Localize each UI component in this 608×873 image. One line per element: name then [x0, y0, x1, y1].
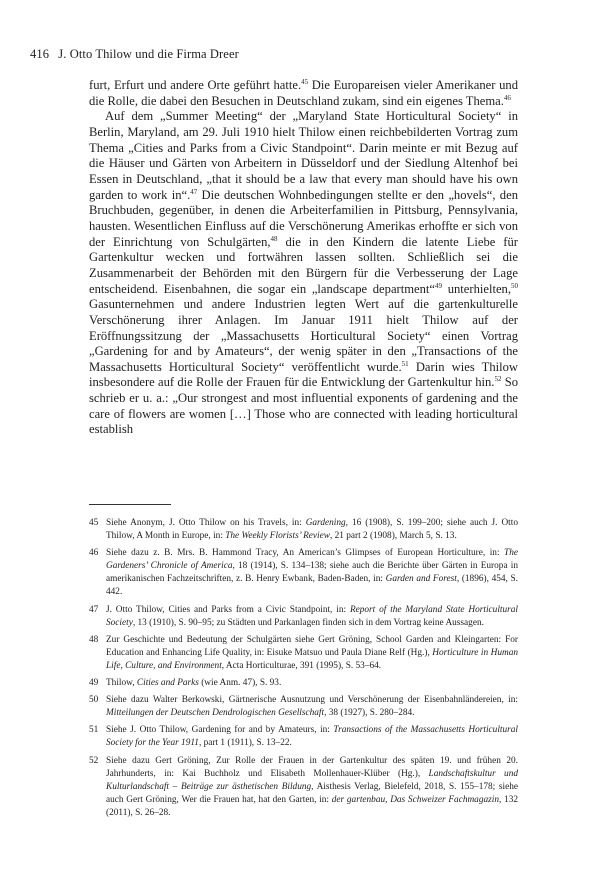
footnote-ref: 51 [401, 359, 409, 368]
footnotes [89, 517, 518, 824]
italic-title: Cities and Parks [136, 678, 199, 689]
paragraph: furt, Erfurt und andere Orte geführt hatte.$^{45}$ Die Europareisen vieler Amerikaner und die Rolle, die dabei den Besuchen in Deutschland zukam, sind ein eigenes Thema.$^{46}$ [89, 77, 518, 108]
page-number: 416 [30, 47, 50, 61]
footnote: 48 Zur Geschichte und Bedeutung der Schulgärten siehe Gert Gröning, School Garden and Kleingarten: For Education and Enhancing Life Quality, in: Eisuke Matsuo und Paula Diane Relf (Hg.), Horticulture in Human Life, Culture, and Environment, Acta Horticulturae, 391 (1995), S. 53–64. [89, 634, 518, 671]
footnote-number: 51 [89, 725, 99, 736]
running-header [30, 47, 239, 62]
footnote: 51 Siehe J. Otto Thilow, Gardening for and by Amateurs, in: Transactions of the Massachusetts Horticultural Society for the Year 1911, part 1 (1911), S. 13–22. [89, 725, 518, 749]
italic-title: der gartenbau, Das Schweizer Fachmagazin [331, 794, 499, 805]
italic-title: Horticulture in Human Life, Culture, and Environment [106, 647, 518, 671]
footnote: 46 Siehe dazu z. B. Mrs. B. Hammond Tracy, An American’s Glimpses of European Horticulture, in: The Gardeners’ Chronicle of America, 18 (1914), S. 134–138; siehe auch die Berichte über Gärten in Europa in amerikanischen Fachzeitschriften, z. B. Henry Ewbank, Baden-Baden, in: Garden and Forest, (1896), 454, S. 442. [89, 548, 519, 598]
paragraph: Auf dem „Summer Meeting“ der „Maryland State Horticultural Society“ in Berlin, Maryland, am 29. Juli 1910 hielt Thilow einen reichbebilderten Vortrag zum Thema „Cities and Parks from a Civic Standpoint“. Darin meinte er mit Bezug auf die Häuser und Gärten von Arbeitern in Düsseldorf und der Siedlung Altenhof bei Essen in Deutschland, „that it should be a law that every man should have his own garden to work in“.$^{47}$ Die deutschen Wohnbedingungen stellte er den „hovels“, den Bruchbuden, gegenüber, in denen die Arbeiterfamilien in Pittsburg, Pennsylvania, hausten. Wesentlichen Einfluss auf die Verschönerung Amerikas erhoffte er sich von der Einrichtung von Schulgärten,$^{48}$ die in den Kindern die latente Liebe für Gartenkultur wecken und fortwähren lassen sollten. Schließlich sei die Zusammenarbeit der Behörden mit den Bürgern für die Verbesserung der Lage entscheidend. Eisenbahnen, die sogar ein „landscape department“$^{49}$ unterhielten,$^{50}$ Gasunternehmen und andere Industrien legten Wert auf die gartenkulturelle Verschönerung ihrer Anlagen. Im Januar 1911 hielt Thilow auf der Eröffnungssitzung der „Massachusetts Horticultural Society“ einen Vortrag „Gardening for and by Amateurs“, der wenig später in den „Transactions of the Massachusetts Horticultural Society“ veröffentlicht wurde.$^{51}$ Darin wies Thilow insbesondere auf die Rolle der Frauen für die Entwicklung der Gartenkultur hin.$^{52}$ So schrieb er u. a.: „Our strongest and most influential exponents of gardening and the care of flowers are women […] Those who are connected with leading horticultural establish [89, 109, 519, 437]
footnote-number: 52 [89, 755, 99, 766]
footnote: 49 Thilow, Cities and Parks (wie Anm. 47), S. 93. [89, 677, 518, 690]
footnote-divider [89, 504, 171, 505]
italic-title: Mitteilungen der Deutschen Dendrologischen Gesellschaft [106, 708, 325, 719]
footnote: 50 Siehe dazu Walter Berkowski, Gärtnerische Ausnutzung und Verschönerung der Eisenbahnländereien, in: Mitteilungen der Deutschen Dendrologischen Gesellschaft, 38 (1927), S. 280–284. [89, 695, 518, 719]
footnote-number: 48 [89, 634, 99, 645]
running-title: J. Otto Thilow und die Firma Dreer [58, 47, 239, 61]
footnote-ref: 52 [494, 375, 502, 384]
footnote-ref: 47 [190, 187, 198, 196]
footnote-number: 47 [89, 604, 99, 615]
italic-title: Gardening [305, 518, 346, 528]
footnote-ref: 45 [301, 77, 309, 86]
main-text [89, 78, 518, 438]
footnote-number: 50 [89, 695, 99, 706]
footnote-number: 45 [89, 518, 99, 528]
footnote: 52 Siehe dazu Gert Gröning, Zur Rolle der Frauen in der Gartenkultur des späten 19. und frühen 20. Jahrhunderts, in: Kai Buchholz und Elisabeth Mollenhauer-Klüber (Hg.), Landschaftskultur und Kulturlandschaft – Beiträge zur ästhetischen Bildung, Aisthesis Verlag, Bielefeld, 2018, S. 155–178; siehe auch Gert Gröning, Wer die Frauen hat, hat den Garten, in: der gartenbau, Das Schweizer Fachmagazin, 132 (2011), S. 26–28. [89, 755, 519, 818]
italic-title: Garden and Forest [385, 574, 457, 585]
italic-title: Report of the Maryland State Horticultural Society [106, 604, 518, 628]
italic-title: Landschaftskultur und Kulturlandschaft – Beiträge zur ästhetischen Bildung [106, 768, 518, 792]
italic-title: Transactions of the Massachusetts Horticultural Society for the Year 1911 [106, 725, 518, 749]
footnote-ref: 48 [270, 234, 278, 243]
footnote-number: 46 [89, 548, 99, 559]
footnote-number: 49 [89, 678, 99, 689]
footnote-ref: 49 [435, 281, 443, 290]
italic-title: The Gardeners’ Chronicle of America [106, 548, 518, 572]
footnote-ref: 50 [511, 281, 518, 290]
footnote-ref: 46 [503, 93, 511, 102]
footnote: 47 J. Otto Thilow, Cities and Parks from a Civic Standpoint, in: Report of the Maryland State Horticultural Society, 13 (1910), S. 90–95; zu Städten und Parkanlagen finden sich in dem Vortrag keine Aussagen. [89, 604, 518, 628]
footnote: 45 Siehe Anonym, J. Otto Thilow on his Travels, in: Gardening, 16 (1908), S. 199–200; siehe auch J. Otto Thilow, A Month in Europe, in: The Weekly Florists’ Review, 21 part 2 (1908), March 5, S. 13. [89, 518, 518, 542]
italic-title: The Weekly Florists’ Review [225, 531, 330, 542]
